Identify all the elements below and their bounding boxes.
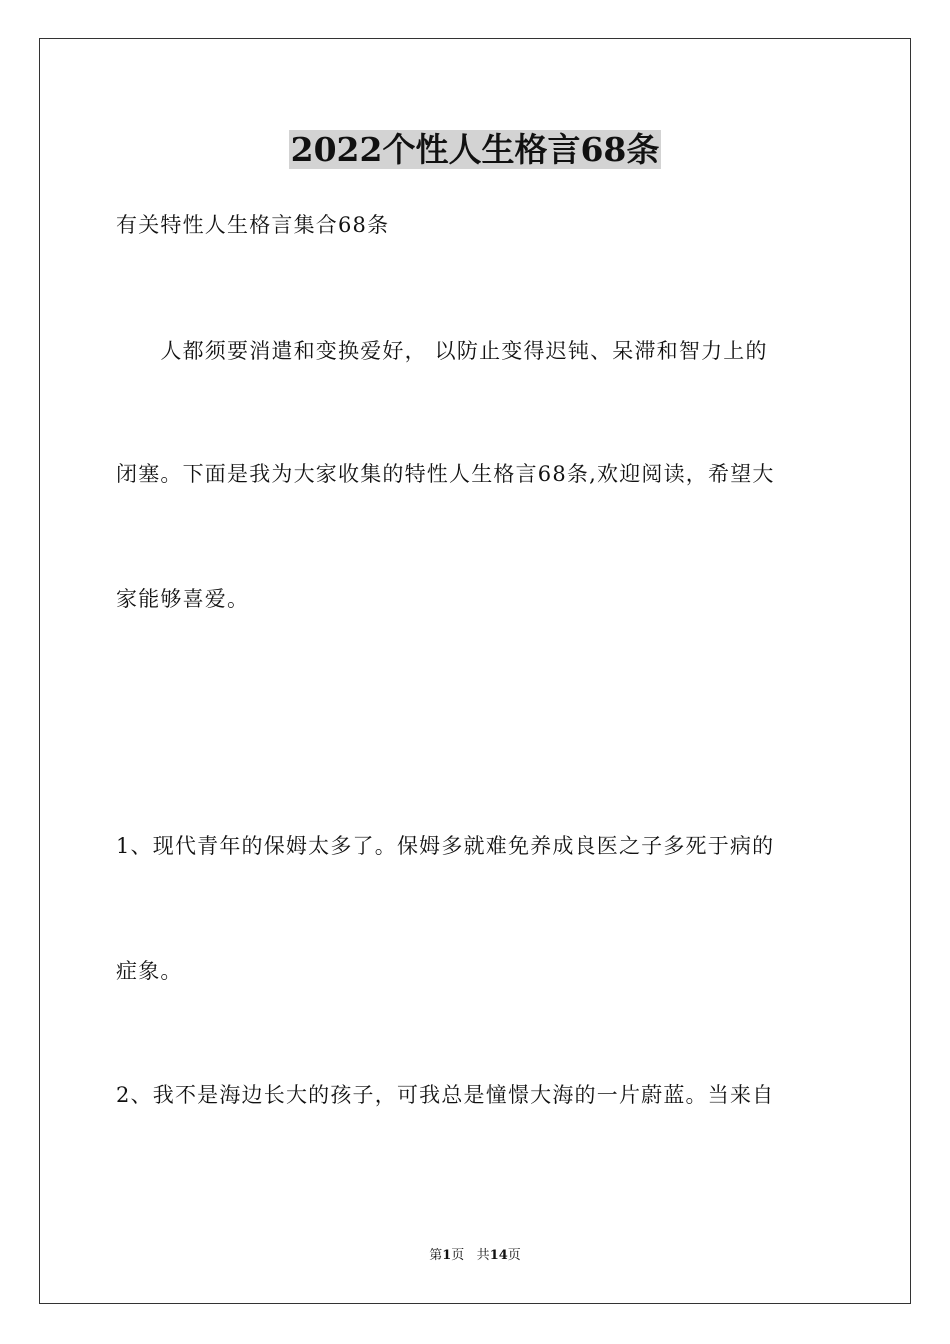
page-total: 14 bbox=[489, 1248, 508, 1263]
paragraph-line: 家能够喜爱。 bbox=[116, 587, 250, 611]
paragraph-line: 人都须要消遣和变换爱好， 以防止变得迟钝、呆滞和智力上的 bbox=[116, 339, 768, 363]
page-suffix: 页 bbox=[451, 1248, 465, 1263]
total-suffix: 页 bbox=[507, 1248, 521, 1263]
total-prefix: 共 bbox=[476, 1248, 490, 1263]
page-number: 1 bbox=[442, 1248, 452, 1263]
page-prefix: 第 bbox=[429, 1248, 443, 1263]
paragraph-line: 1、现代青年的保姆太多了。保姆多就难免养成良医之子多死于病的 bbox=[116, 834, 775, 858]
document-title-text: 2022个性人生格言68条 bbox=[290, 130, 660, 169]
page-footer bbox=[0, 1247, 950, 1265]
document-subtitle: 有关特性人生格言集合68条 bbox=[116, 213, 390, 237]
paragraph-line: 闭塞。下面是我为大家收集的特性人生格言68条,欢迎阅读，希望大 bbox=[116, 462, 775, 486]
paragraph-line: 症象。 bbox=[116, 959, 183, 983]
document-title bbox=[0, 128, 950, 172]
paragraph-line: 2、我不是海边长大的孩子，可我总是憧憬大海的一片蔚蓝。当来自 bbox=[116, 1083, 775, 1107]
